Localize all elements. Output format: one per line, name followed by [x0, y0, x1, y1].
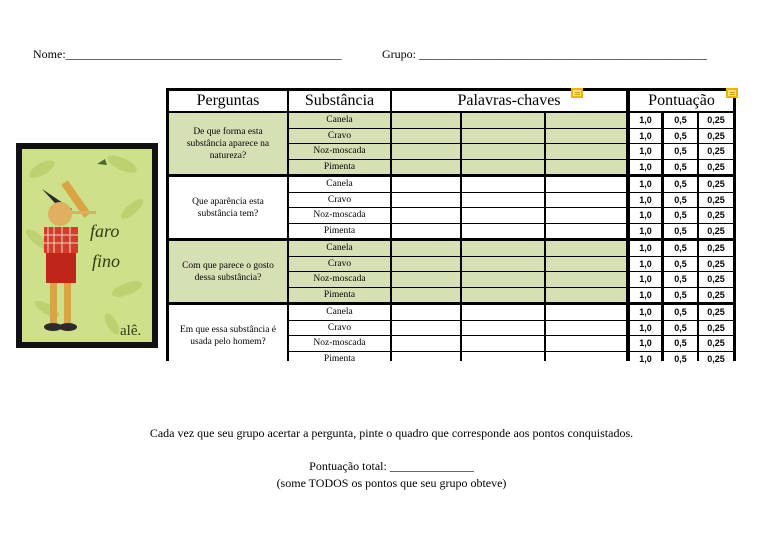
question-cell: Em que essa substância é usada pelo homem?: [169, 305, 287, 366]
point-box[interactable]: 0,25: [699, 193, 733, 208]
point-box[interactable]: 0,25: [699, 352, 733, 367]
total-blank: ______________: [389, 459, 474, 473]
keyword-cell[interactable]: [546, 288, 626, 303]
point-box[interactable]: 0,25: [699, 208, 733, 223]
keyword-cell[interactable]: [392, 208, 460, 223]
point-box[interactable]: 1,0: [630, 272, 661, 287]
point-box[interactable]: 1,0: [630, 144, 661, 159]
keyword-cell[interactable]: [462, 193, 544, 208]
picture-word-1: faro: [90, 221, 120, 241]
keyword-cell[interactable]: [462, 321, 544, 336]
comment-note-icon[interactable]: [726, 88, 738, 98]
header-questions: Perguntas: [169, 91, 287, 111]
point-box[interactable]: 0,25: [699, 177, 733, 192]
point-box[interactable]: 1,0: [630, 113, 661, 128]
point-box[interactable]: 0,5: [664, 321, 697, 336]
point-box[interactable]: 0,25: [699, 241, 733, 256]
header-keywords: [392, 91, 626, 111]
keyword-cell[interactable]: [546, 321, 626, 336]
header-keywords-label: Palavras-chaves: [457, 92, 561, 109]
substance-cell: Pimenta: [289, 352, 390, 367]
point-box[interactable]: 1,0: [630, 208, 661, 223]
group-label: Grupo:: [382, 47, 416, 61]
keyword-cell[interactable]: [546, 224, 626, 239]
keyword-cell[interactable]: [392, 144, 460, 159]
keyword-cell[interactable]: [462, 113, 544, 128]
point-box[interactable]: 1,0: [630, 336, 661, 351]
illustration-canvas: [22, 149, 152, 342]
total-label: Pontuação total:: [309, 459, 387, 473]
header-score-label: Pontuação: [648, 92, 715, 109]
keyword-cell[interactable]: [546, 208, 626, 223]
point-box[interactable]: 1,0: [630, 305, 661, 320]
keyword-cell[interactable]: [546, 177, 626, 192]
point-box[interactable]: 0,25: [699, 272, 733, 287]
substance-cell: Noz-moscada: [289, 272, 390, 287]
point-box[interactable]: 1,0: [630, 241, 661, 256]
name-label: Nome:: [33, 47, 66, 61]
point-box[interactable]: 0,5: [664, 113, 697, 128]
total-line: [0, 459, 783, 474]
keyword-cell[interactable]: [546, 160, 626, 175]
keyword-cell[interactable]: [462, 144, 544, 159]
keyword-cell[interactable]: [392, 321, 460, 336]
keyword-cell[interactable]: [392, 160, 460, 175]
point-box[interactable]: 0,5: [664, 352, 697, 367]
keyword-cell[interactable]: [392, 288, 460, 303]
keyword-cell[interactable]: [546, 305, 626, 320]
substance-cell: Pimenta: [289, 288, 390, 303]
keyword-cell[interactable]: [462, 241, 544, 256]
point-box[interactable]: 0,5: [664, 160, 697, 175]
substance-cell: Canela: [289, 241, 390, 256]
substance-cell: Cravo: [289, 257, 390, 272]
keyword-cell[interactable]: [546, 336, 626, 351]
substance-cell: Pimenta: [289, 160, 390, 175]
keyword-cell[interactable]: [462, 129, 544, 144]
substance-cell: Cravo: [289, 129, 390, 144]
point-box[interactable]: 0,5: [664, 241, 697, 256]
keyword-cell[interactable]: [462, 336, 544, 351]
keyword-cell[interactable]: [392, 257, 460, 272]
header-score: [630, 91, 733, 111]
keyword-cell[interactable]: [546, 272, 626, 287]
point-box[interactable]: 1,0: [630, 177, 661, 192]
question-cell: Que aparência esta substância tem?: [169, 177, 287, 238]
point-box[interactable]: 0,5: [664, 305, 697, 320]
substance-cell: Cravo: [289, 321, 390, 336]
point-box[interactable]: 0,25: [699, 305, 733, 320]
point-box[interactable]: 0,25: [699, 257, 733, 272]
point-box[interactable]: 0,25: [699, 144, 733, 159]
keyword-cell[interactable]: [462, 177, 544, 192]
name-line: [33, 47, 342, 62]
point-box[interactable]: 0,5: [664, 177, 697, 192]
point-box[interactable]: 0,5: [664, 193, 697, 208]
point-box[interactable]: 0,5: [664, 129, 697, 144]
keyword-cell[interactable]: [462, 224, 544, 239]
substance-cell: Cravo: [289, 193, 390, 208]
group-line: [382, 47, 707, 62]
point-box[interactable]: 1,0: [630, 160, 661, 175]
name-blank: ______________________________________________: [65, 47, 342, 61]
substance-cell: Canela: [289, 305, 390, 320]
point-box[interactable]: 1,0: [630, 129, 661, 144]
total-note: (some TODOS os pontos que seu grupo obteve): [276, 476, 507, 490]
picture-signature: alê.: [120, 323, 142, 339]
keyword-cell[interactable]: [392, 113, 460, 128]
keyword-cell[interactable]: [462, 208, 544, 223]
question-cell: Com que parece o gosto dessa substância?: [169, 241, 287, 302]
keyword-cell[interactable]: [462, 257, 544, 272]
keyword-cell[interactable]: [546, 113, 626, 128]
point-box[interactable]: 0,25: [699, 160, 733, 175]
point-box[interactable]: 0,25: [699, 321, 733, 336]
substance-cell: Canela: [289, 177, 390, 192]
keyword-cell[interactable]: [462, 305, 544, 320]
point-box[interactable]: 1,0: [630, 224, 661, 239]
point-box[interactable]: 0,25: [699, 224, 733, 239]
point-box[interactable]: 1,0: [630, 193, 661, 208]
keyword-cell[interactable]: [462, 288, 544, 303]
picture-word-2: fino: [92, 251, 121, 271]
substance-cell: Noz-moscada: [289, 336, 390, 351]
keyword-cell[interactable]: [392, 129, 460, 144]
point-box[interactable]: 0,5: [664, 272, 697, 287]
point-box[interactable]: 0,5: [664, 288, 697, 303]
point-box[interactable]: 0,5: [664, 144, 697, 159]
point-box[interactable]: 0,5: [664, 208, 697, 223]
keyword-cell[interactable]: [392, 177, 460, 192]
keyword-cell[interactable]: [546, 129, 626, 144]
pinocchio-illustration: [16, 143, 158, 348]
keyword-cell[interactable]: [392, 272, 460, 287]
point-box[interactable]: 1,0: [630, 321, 661, 336]
substance-cell: Noz-moscada: [289, 208, 390, 223]
substance-cell: Noz-moscada: [289, 144, 390, 159]
point-box[interactable]: 0,25: [699, 288, 733, 303]
point-box[interactable]: 1,0: [630, 352, 661, 367]
substance-cell: Pimenta: [289, 224, 390, 239]
pinocchio-drawing: [22, 149, 152, 342]
keyword-cell[interactable]: [392, 193, 460, 208]
keyword-cell[interactable]: [462, 272, 544, 287]
keyword-cell[interactable]: [546, 257, 626, 272]
keyword-cell[interactable]: [392, 241, 460, 256]
question-cell: De que forma esta substância aparece na natureza?: [169, 113, 287, 174]
keyword-cell[interactable]: [546, 241, 626, 256]
point-box[interactable]: 1,0: [630, 288, 661, 303]
keyword-cell[interactable]: [462, 352, 544, 367]
score-table: [166, 88, 736, 364]
keyword-cell[interactable]: [546, 144, 626, 159]
keyword-cell[interactable]: [392, 336, 460, 351]
instruction-text: Cada vez que seu grupo acertar a pergunta, pinte o quadro que corresponde aos pontos conquistados.: [149, 426, 634, 440]
point-box[interactable]: 0,5: [664, 224, 697, 239]
substance-cell: Canela: [289, 113, 390, 128]
group-blank: ________________________________________________: [419, 47, 707, 61]
keyword-cell[interactable]: [546, 193, 626, 208]
header-substance: Substância: [289, 91, 390, 111]
comment-note-icon[interactable]: [571, 88, 583, 98]
keyword-cell[interactable]: [462, 160, 544, 175]
keyword-cell[interactable]: [392, 224, 460, 239]
keyword-cell[interactable]: [392, 305, 460, 320]
point-box[interactable]: 0,5: [664, 257, 697, 272]
keyword-cell[interactable]: [392, 352, 460, 367]
point-box[interactable]: 1,0: [630, 257, 661, 272]
point-box[interactable]: 0,5: [664, 336, 697, 351]
point-box[interactable]: 0,25: [699, 113, 733, 128]
keyword-cell[interactable]: [546, 352, 626, 367]
point-box[interactable]: 0,25: [699, 336, 733, 351]
point-box[interactable]: 0,25: [699, 129, 733, 144]
